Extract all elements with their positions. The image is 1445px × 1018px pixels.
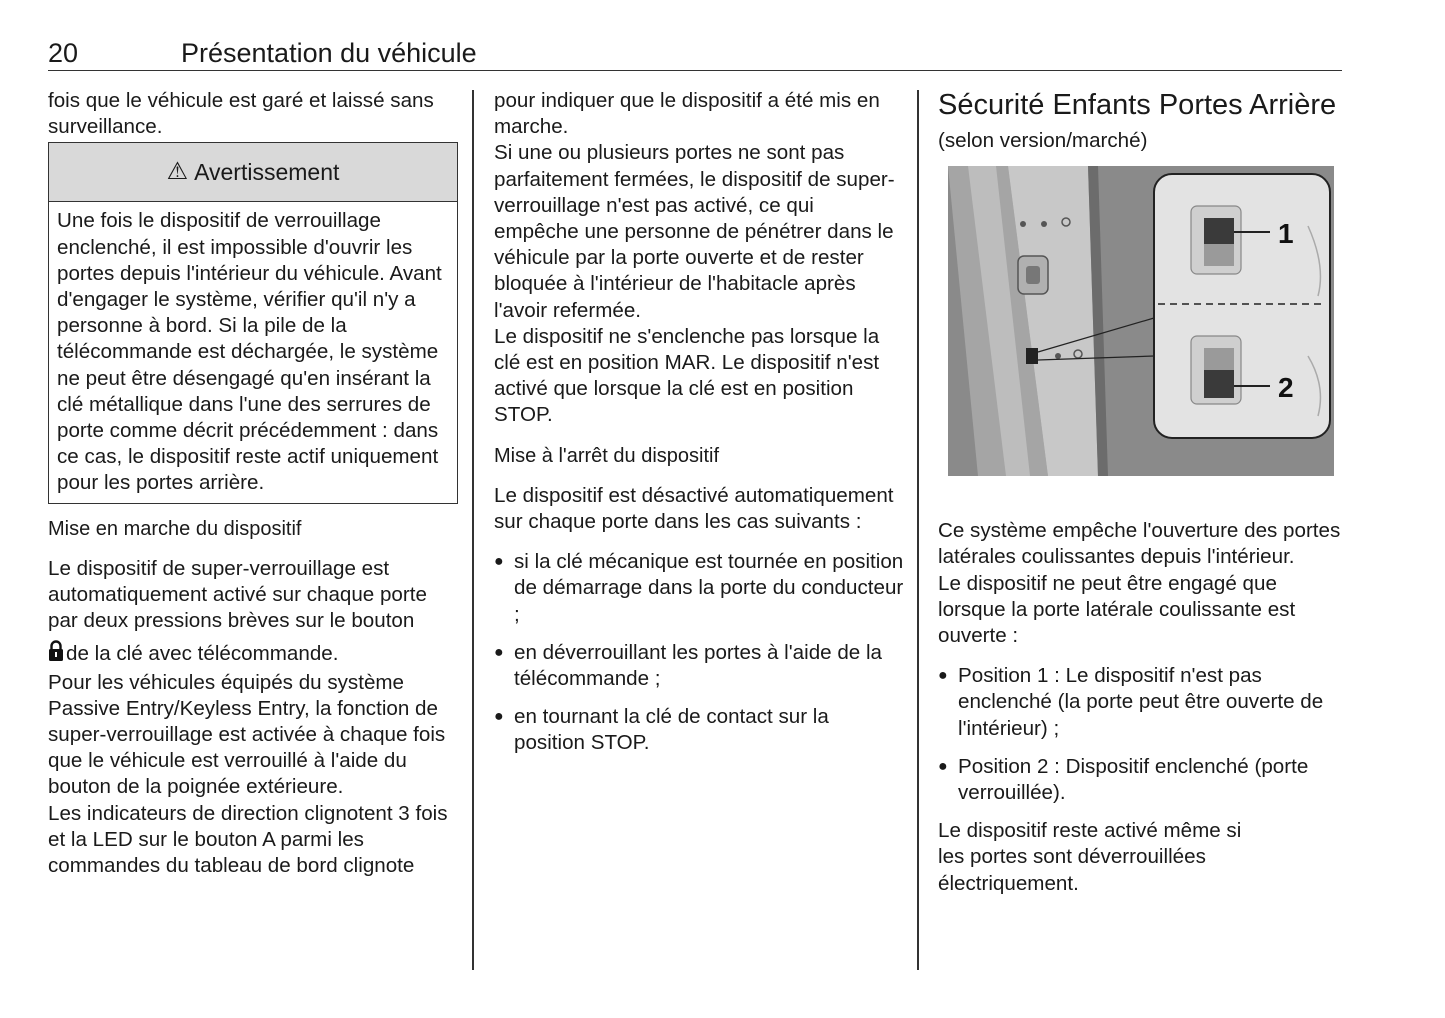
paragraph: Le dispositif ne s'enclenche pas lorsque la clé est en position MAR. Le dispositif n'est activé que lorsque la clé est en position STOP.: [494, 324, 880, 427]
paragraph: Le dispositif est désactivé automatiquement sur chaque porte dans les cas suivants :: [494, 483, 894, 534]
warning-title: Avertissement: [194, 159, 340, 186]
paragraph-continuation: de la clé avec télécommande.: [66, 642, 339, 666]
paragraph: Si une ou plusieurs portes ne sont pas parfaitement fermées, le dispositif de super-verrouillage n'est pas activé, ce qui empêche une personne de pénétrer dans le véhicule par la porte ouverte et de rester bloquée à l'intérieur de l'habitacle après l'avoir refermée.: [494, 141, 895, 322]
section-title: Présentation du véhicule: [181, 38, 477, 68]
paragraph: Pour les véhicules équipés du système Passive Entry/Keyless Entry, la fonction de super-verrouillage est activée à chaque fois que le véhicule est verrouillé à l'aide du bouton de la poignée extérieure.: [48, 670, 446, 799]
warning-box: [48, 142, 458, 503]
figure-label-2: 2: [1278, 372, 1294, 404]
column-middle: [494, 88, 904, 769]
subheading-activation: Mise en marche du dispositif: [48, 517, 302, 540]
warning-header: [49, 143, 457, 202]
list-item: ● en tournant la clé de contact sur la position STOP.: [494, 704, 904, 756]
paragraph: pour indiquer que le dispositif a été mis en marche.: [494, 89, 880, 139]
bullet-list: [494, 549, 904, 756]
column-divider: [472, 90, 474, 970]
list-item: ● Position 1 : Le dispositif n'est pas enclenché (la porte peut être ouverte de l'intérieur) ;: [938, 663, 1342, 742]
paragraph: Ce système empêche l'ouverture des portes latérales coulissantes depuis l'intérieur.: [938, 519, 1341, 569]
page-number: 20: [48, 38, 79, 68]
list-item: ● Position 2 : Dispositif enclenché (porte verrouillée).: [938, 754, 1342, 806]
intro-text: fois que le véhicule est garé et laissé sans surveillance.: [48, 89, 434, 139]
paragraph: Le dispositif reste activé même si les portes sont déverrouillées électriquement.: [938, 819, 1242, 895]
warning-body: Une fois le dispositif de verrouillage enclenché, il est impossible d'ouvrir les portes depuis l'intérieur du véhicule. Avant d'engager le système, vérifier qu'il n'y a personne à bord. Si la pile de la télécommande est déchargée, le système ne peut être désengagé qu'en insérant la clé métallique dans l'une des serrures de porte comme décrit précédemment : dans ce cas, le dispositif reste actif uniquement pour les portes arrière.: [57, 209, 442, 495]
warning-triangle-icon: ⚠: [166, 158, 189, 186]
version-note: (selon version/marché): [938, 129, 1148, 152]
paragraph: Le dispositif de super-verrouillage est automatiquement activé sur chaque porte par deux pressions brèves sur le bouton: [48, 556, 427, 633]
column-divider: [917, 90, 919, 970]
section-heading: Sécurité Enfants Portes Arrière: [938, 89, 1337, 121]
column-left: [48, 88, 458, 879]
child-lock-figure: [948, 166, 1334, 476]
column-right: [938, 88, 1342, 897]
figure-label-1: 1: [1278, 218, 1294, 250]
list-item: ● si la clé mécanique est tournée en position de démarrage dans la porte du conducteur ;: [494, 549, 904, 628]
paragraph: Le dispositif ne peut être engagé que lorsque la porte latérale coulissante est ouverte :: [938, 571, 1296, 648]
lock-icon: [48, 640, 64, 669]
bullet-list: [938, 663, 1342, 806]
paragraph: Les indicateurs de direction clignotent 3 fois et la LED sur le bouton A parmi les commandes du tableau de bord clignote: [48, 801, 448, 878]
page-header: [48, 38, 1342, 71]
list-item: ● en déverrouillant les portes à l'aide de la télécommande ;: [494, 640, 904, 692]
subheading-deactivation: Mise à l'arrêt du dispositif: [494, 444, 720, 467]
